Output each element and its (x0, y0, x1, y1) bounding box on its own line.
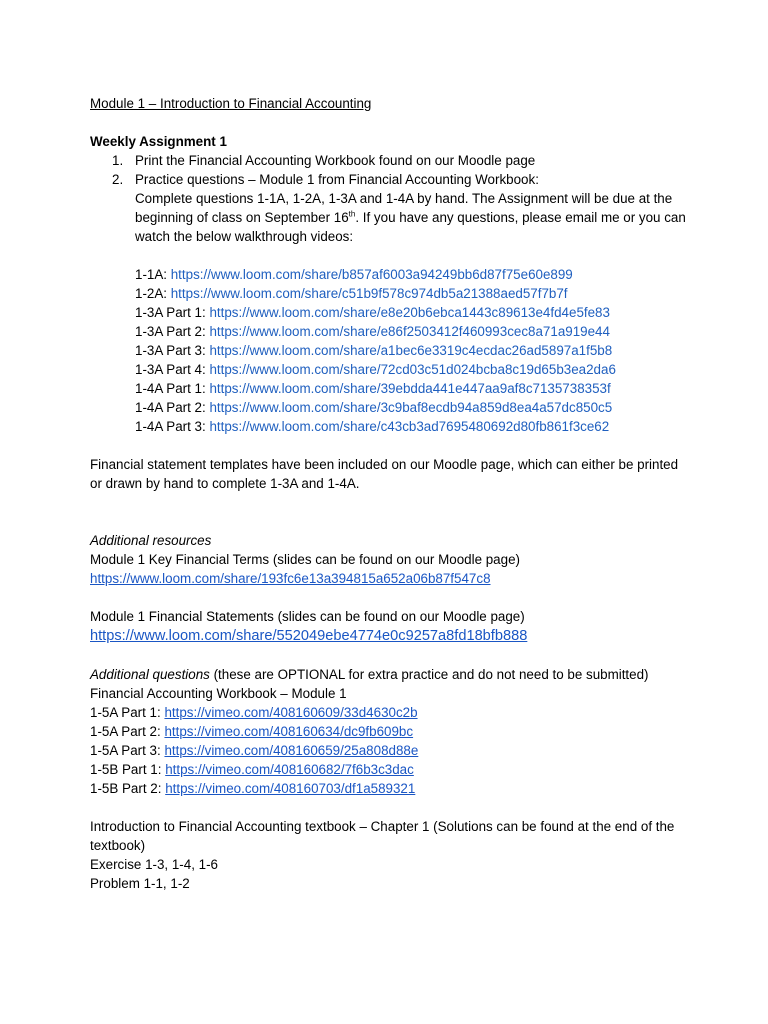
list-item (135, 360, 690, 379)
video-label: 1-1A: (135, 267, 171, 282)
video-label: 1-3A Part 2: (135, 324, 210, 339)
video-link[interactable]: https://www.loom.com/share/c43cb3ad7695480692d80fb861f3ce62 (209, 419, 610, 434)
statements-link[interactable]: https://www.loom.com/share/552049ebe4774e0c9257a8fd18bfb888 (90, 628, 528, 644)
video-label: 1-4A Part 2: (135, 400, 210, 415)
additional-heading: Additional questions (90, 667, 210, 682)
video-link[interactable]: https://www.loom.com/share/e8e20b6ebca1443c89613e4fd4e5fe83 (209, 305, 610, 320)
video-label: 1-4A Part 1: (135, 381, 210, 396)
video-link[interactable]: https://www.loom.com/share/a1bec6e3319c4ecdac26ad5897a1f5b8 (209, 343, 613, 358)
key-terms-link[interactable]: https://www.loom.com/share/193fc6e13a394815a652a06b87f547c8 (90, 571, 491, 586)
video-link[interactable]: https://vimeo.com/408160682/7f6b3c3dac (165, 762, 414, 777)
step-number: 2. (112, 172, 124, 187)
video-link[interactable]: https://www.loom.com/share/3c9baf8ecdb94a859d8ea4a57dc850c5 (209, 400, 613, 415)
details-text-cont: . If you have any questions, please email me or you can watch the below walkthrough videos: (135, 210, 686, 244)
video-label: 1-3A Part 4: (135, 362, 210, 377)
list-item (90, 703, 690, 722)
additional-questions-line (90, 665, 690, 684)
list-item (135, 265, 690, 284)
list-item (90, 760, 690, 779)
video-label: 1-3A Part 3: (135, 343, 210, 358)
additional-note: (these are OPTIONAL for extra practice and do not need to be submitted) (209, 667, 649, 682)
video-label: 1-5A Part 2: (90, 724, 165, 739)
video-link[interactable]: https://vimeo.com/408160609/33d4630c2b (164, 705, 418, 720)
document-page (90, 94, 690, 893)
video-link[interactable]: https://vimeo.com/408160659/25a808d88e (164, 743, 419, 758)
assignment-details (135, 189, 690, 246)
ordinal-suffix: th (348, 209, 356, 219)
list-item (90, 170, 690, 246)
key-terms-label: Module 1 Key Financial Terms (slides can be found on our Moodle page) (90, 552, 520, 567)
video-link[interactable]: https://www.loom.com/share/39ebdda441e447aa9af8c7135738353f (209, 381, 611, 396)
video-label: 1-3A Part 1: (135, 305, 210, 320)
list-item (90, 722, 690, 741)
video-link[interactable]: https://www.loom.com/share/c51b9f578c974db5a21388aed57f7b7f (170, 286, 568, 301)
resources-section (90, 531, 690, 550)
step-number: 1. (112, 153, 124, 168)
extra-video-list (90, 703, 690, 798)
templates-note: Financial statement templates have been included on our Moodle page, which can either be printed or drawn by hand to complete 1-3A and 1-4A. (90, 457, 679, 491)
list-item (135, 417, 690, 436)
video-label: 1-5B Part 2: (90, 781, 166, 796)
resources-heading: Additional resources (90, 533, 212, 548)
video-label: 1-4A Part 3: (135, 419, 210, 434)
list-item (135, 341, 690, 360)
list-item (135, 379, 690, 398)
video-label: 1-2A: (135, 286, 171, 301)
video-label: 1-5A Part 3: (90, 743, 165, 758)
list-item (135, 322, 690, 341)
video-label: 1-5B Part 1: (90, 762, 166, 777)
step-text: Practice questions – Module 1 from Financial Accounting Workbook: (135, 172, 539, 187)
statements-label: Module 1 Financial Statements (slides can be found on our Moodle page) (90, 609, 525, 624)
textbook-note: Introduction to Financial Accounting textbook – Chapter 1 (Solutions can be found at the end of the textbook) (90, 819, 675, 853)
video-link[interactable]: https://www.loom.com/share/e86f2503412f460993cec8a71a919e44 (209, 324, 610, 339)
assignment-heading: Weekly Assignment 1 (90, 134, 227, 149)
list-item (135, 303, 690, 322)
video-label: 1-5A Part 1: (90, 705, 165, 720)
page-title: Module 1 – Introduction to Financial Accounting (90, 96, 372, 111)
list-item (135, 398, 690, 417)
video-link[interactable]: https://www.loom.com/share/b857af6003a94249bb6d87f75e60e899 (170, 267, 573, 282)
list-item (135, 284, 690, 303)
details-text: Complete questions 1-1A, 1-2A, 1-3A and 1-4A by hand. The Assignment will be due at the beginning of class on September 16 (135, 191, 673, 225)
list-item (90, 779, 690, 798)
workbook-label: Financial Accounting Workbook – Module 1 (90, 686, 347, 701)
video-link[interactable]: https://www.loom.com/share/72cd03c51d024bcba8c19d65b3ea2da6 (209, 362, 616, 377)
problem-list: Problem 1-1, 1-2 (90, 876, 190, 891)
list-item (90, 151, 690, 170)
walkthrough-video-list (90, 265, 690, 436)
exercise-list: Exercise 1-3, 1-4, 1-6 (90, 857, 219, 872)
video-link[interactable]: https://vimeo.com/408160703/df1a589321 (165, 781, 416, 796)
assignment-steps (90, 151, 690, 246)
video-link[interactable]: https://vimeo.com/408160634/dc9fb609bc (164, 724, 414, 739)
step-text: Print the Financial Accounting Workbook found on our Moodle page (135, 153, 536, 168)
list-item (90, 741, 690, 760)
